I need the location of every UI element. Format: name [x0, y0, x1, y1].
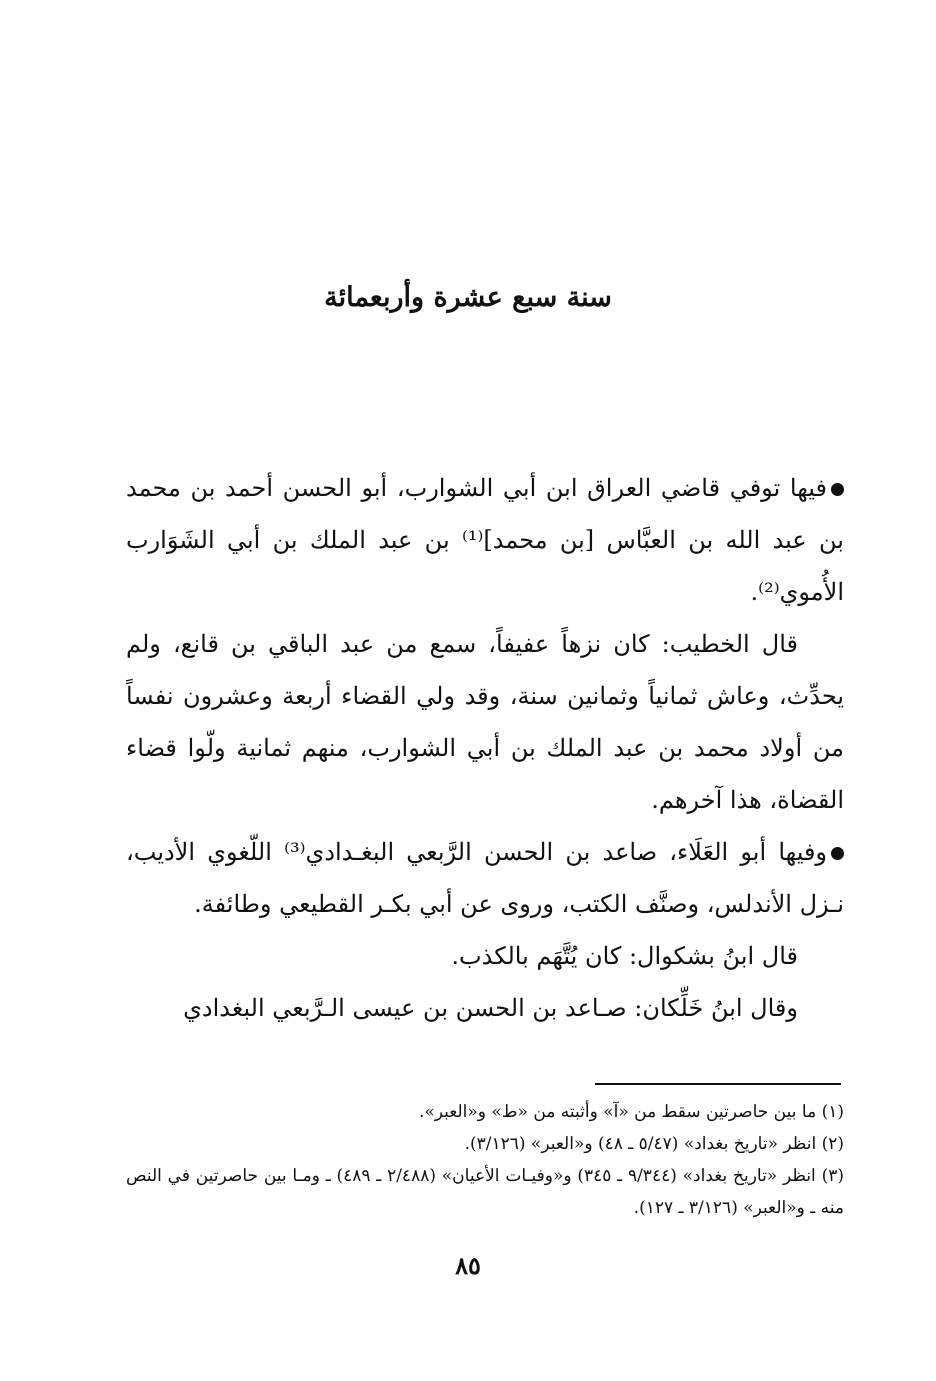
paragraph-death-notice: [126, 462, 844, 618]
bullet-icon: [831, 483, 844, 496]
main-text: [126, 462, 844, 1034]
chapter-heading: سنة سبع عشرة وأربعمائة: [324, 282, 612, 313]
paragraph-khatib-quote: [126, 618, 844, 826]
paragraph-text: قال ابنُ بشكوال: كان يُتَّهَم بالكذب.: [451, 942, 798, 970]
paragraph-ibn-khallikan-quote: [126, 982, 844, 1034]
paragraph-text: فيها توفي قاضي العراق ابن أبي الشوارب، أبو الحسن أحمد بن محمد بن عبد الله بن العبَّاس [بن محمد]⁽¹⁾ بن عبد الملك بن أبي الشَوَارب الأُموي⁽²⁾.: [126, 474, 844, 606]
bullet-icon: [831, 847, 844, 860]
footnote-1: (١) ما بين حاصرتين سقط من «آ» وأثبته من «ط» و«العبر».: [418, 1102, 844, 1122]
paragraph-text: وفيها أبو العَلَاء، صاعد بن الحسن الرَّبعي البغـدادي⁽³⁾ اللّغوي الأديب، نـزل الأندلس، وصنَّف الكتب، وروى عن أبي بكـر القطيعي وطائفة.: [126, 838, 844, 918]
footnotes: [126, 1096, 844, 1224]
paragraph-ibn-bashkuwal-quote: [126, 930, 844, 982]
page-number: ٨٥: [455, 1251, 481, 1280]
footnote-divider: [595, 1083, 841, 1085]
footnote-3: (٣) انظر «تاريخ بغداد» (٩/٣٤٤ ـ ٣٤٥) و«وفيـات الأعيان» (٢/٤٨٨ ـ ٤٨٩) ـ ومـا بين حاصرتين في النص منه ـ و«العبر» (٣/١٢٦ ـ ١٢٧).: [126, 1166, 844, 1218]
paragraph-abu-al-ala: [126, 826, 844, 930]
paragraph-text: وقال ابنُ خَلِّكان: صـاعد بن الحسن بن عيسى الـرَّبعي البغدادي: [183, 994, 798, 1022]
footnote-2: (٢) انظر «تاريخ بغداد» (٥/٤٧ ـ ٤٨) و«العبر» (٣/١٢٦).: [464, 1134, 844, 1154]
paragraph-text: قال الخطيب: كان نزهاً عفيفاً، سمع من عبد الباقي بن قانع، ولم يحدِّث، وعاش ثمانياً وثمانين سنة، وقد ولي القضاء أربعة وعشرون نفساً من أولاد محمد بن عبد الملك بن أبي الشوارب، منهم ثمانية ولّوا قضاء القضاة، هذا آخرهم.: [126, 630, 844, 814]
